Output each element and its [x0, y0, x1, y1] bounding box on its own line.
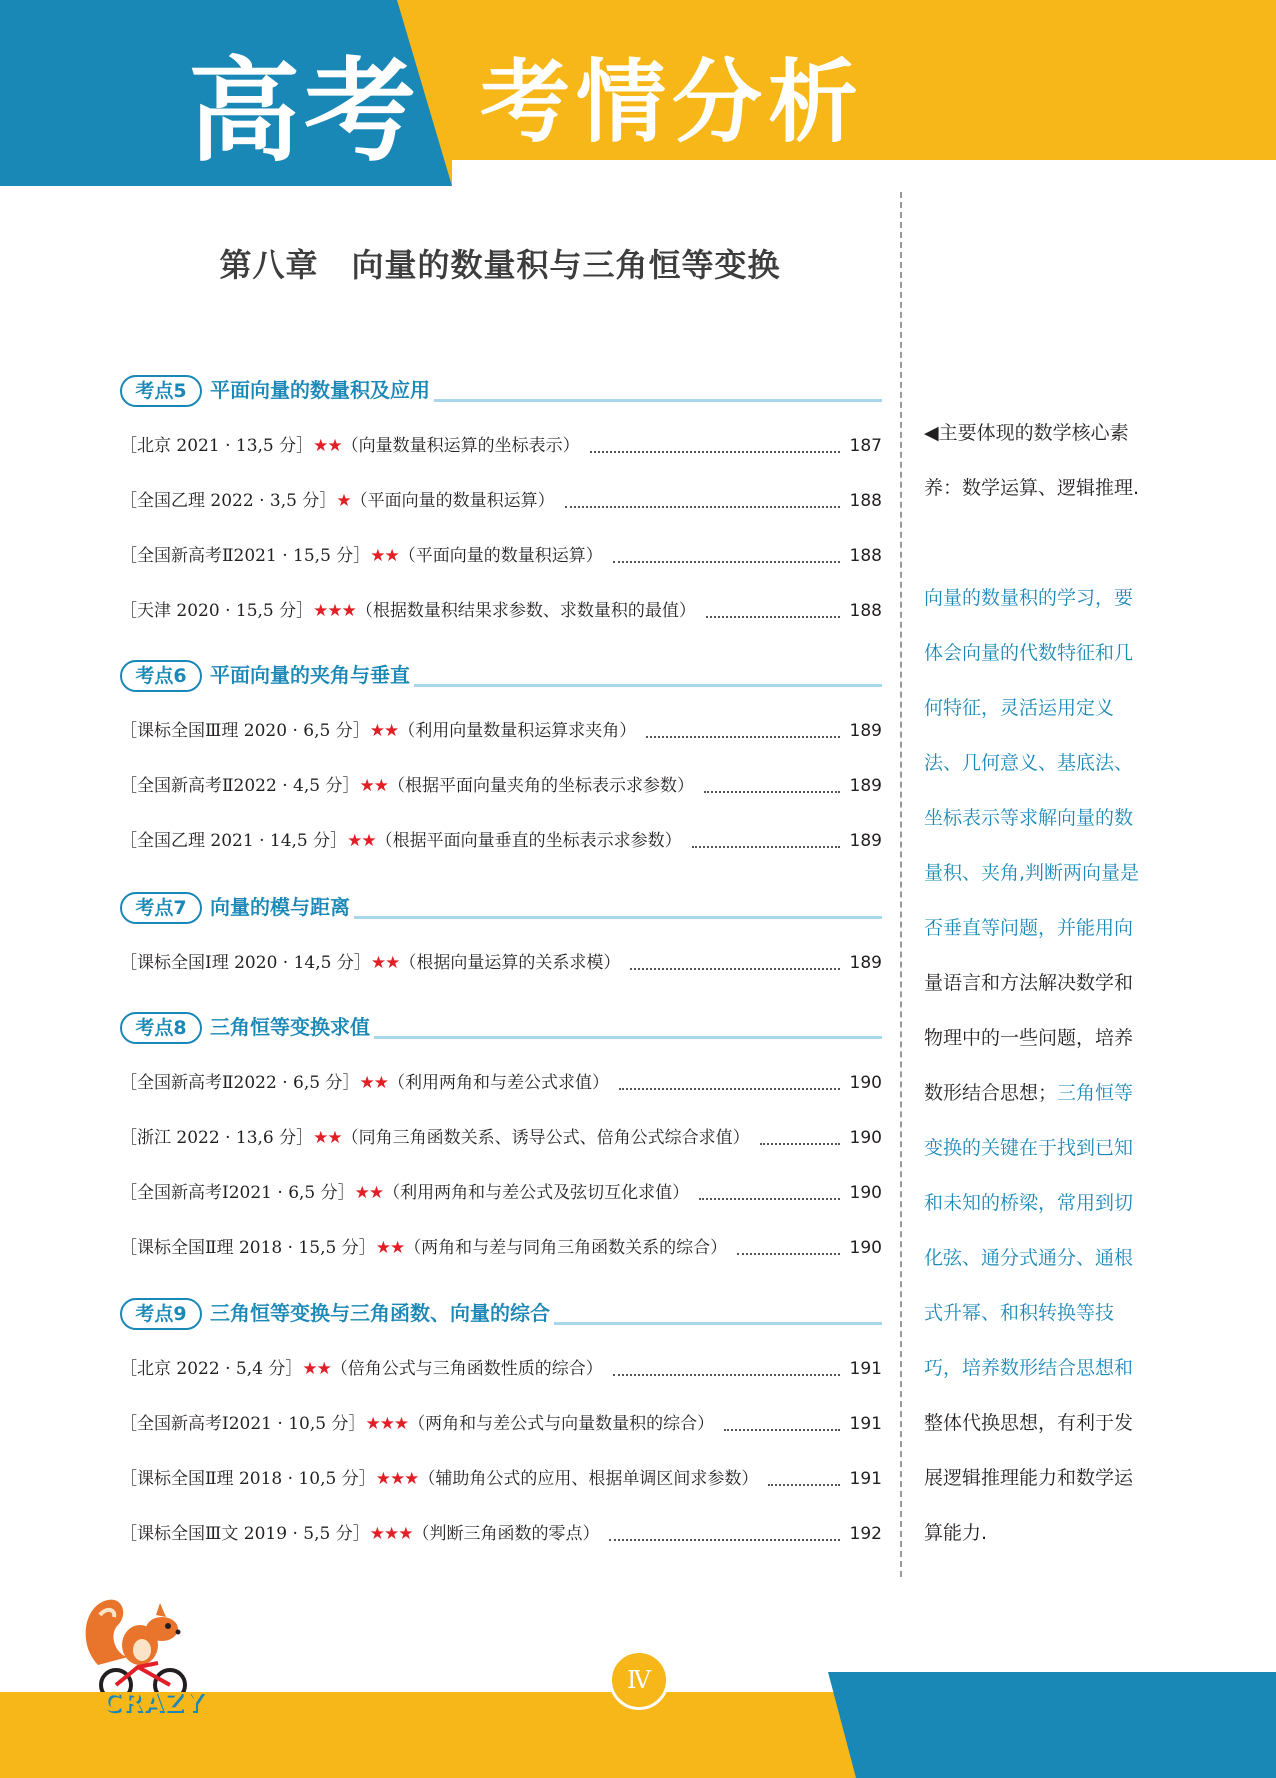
leader-dots — [630, 968, 840, 970]
entry-lead — [120, 1414, 714, 1434]
toc-entry[interactable] — [120, 541, 882, 571]
analysis-line — [924, 1066, 1154, 1121]
entry-topic: （倍角公式与三角函数性质的综合） — [330, 1359, 603, 1379]
entry-topic: （向量数量积运算的坐标表示） — [341, 436, 580, 456]
analysis-line: 式升幂、和积转换等技 — [924, 1302, 1115, 1324]
entry-lead — [120, 601, 696, 621]
difficulty-stars-icon: ★★★ — [369, 1524, 413, 1544]
entry-topic: （同角三角函数关系、诱导公式、倍角公式综合求值） — [341, 1128, 750, 1148]
entry-topic: （判断三角函数的零点） — [412, 1524, 600, 1544]
analysis-line: 法、几何意义、基底法、 — [924, 752, 1134, 774]
leader-dots — [619, 1088, 840, 1090]
toc-entry[interactable] — [120, 1354, 882, 1384]
entry-lead — [120, 1238, 727, 1258]
section-header — [120, 375, 882, 405]
analysis-segment: 三角恒等 — [1057, 1082, 1134, 1104]
header-banner — [0, 0, 1276, 186]
entry-topic: （根据平面向量夹角的坐标表示求参数） — [387, 776, 694, 796]
entry-source: ［全国新高考Ⅱ2022 · 4,5 分］ — [120, 776, 360, 796]
entry-page: 189 — [849, 776, 882, 796]
leader-dots — [590, 451, 840, 453]
entry-source: ［北京 2021 · 13,5 分］ — [120, 436, 314, 456]
page-number: Ⅳ — [609, 1650, 669, 1710]
entry-page: 190 — [849, 1073, 882, 1093]
literacy-line-1: ◀主要体现的数学核心素 — [924, 422, 1129, 444]
toc-entry[interactable] — [120, 1068, 882, 1098]
analysis-line: 物理中的一些问题，培养 — [924, 1027, 1134, 1049]
chapter-title: 第八章 向量的数量积与三角恒等变换 — [219, 246, 781, 284]
entry-lead — [120, 1128, 750, 1148]
entry-lead — [120, 776, 694, 796]
difficulty-stars-icon: ★★ — [375, 1238, 405, 1258]
entry-page: 192 — [849, 1524, 882, 1544]
toc-entry[interactable] — [120, 948, 882, 978]
mascot-label: CRAZY — [102, 1688, 204, 1718]
entry-lead — [120, 1524, 599, 1544]
entry-source: ［全国新高考Ⅰ2021 · 6,5 分］ — [120, 1183, 355, 1203]
entry-page: 188 — [849, 546, 882, 566]
entry-topic: （根据向量运算的关系求模） — [399, 953, 621, 973]
difficulty-stars-icon: ★★ — [370, 546, 399, 566]
literacy-note — [924, 406, 1154, 516]
difficulty-stars-icon: ★★ — [354, 1183, 384, 1203]
entry-lead — [120, 721, 636, 741]
entry-topic: （平面向量的数量积运算） — [350, 491, 555, 511]
leader-dots — [565, 506, 840, 508]
leader-dots — [760, 1143, 840, 1145]
section-title: 平面向量的数量积及应用 — [210, 375, 434, 405]
section-header — [120, 1012, 882, 1042]
analysis-line: 展逻辑推理能力和数学运 — [924, 1467, 1134, 1489]
header-title-left: 高考 — [188, 47, 420, 177]
leader-dots — [724, 1429, 840, 1431]
entry-page: 188 — [849, 491, 882, 511]
entry-topic: （根据平面向量垂直的坐标表示求参数） — [375, 831, 682, 851]
section-title: 三角恒等变换与三角函数、向量的综合 — [210, 1298, 554, 1328]
entry-lead — [120, 546, 603, 566]
entry-page: 189 — [849, 831, 882, 851]
entry-lead — [120, 953, 620, 973]
difficulty-stars-icon: ★ — [336, 491, 351, 511]
toc-entry[interactable] — [120, 1233, 882, 1263]
literacy-line-2: 养：数学运算、逻辑推理. — [924, 477, 1140, 499]
leader-dots — [737, 1253, 840, 1255]
entry-lead — [120, 1183, 689, 1203]
difficulty-stars-icon: ★★★ — [365, 1414, 409, 1434]
difficulty-stars-icon: ★★ — [313, 436, 342, 456]
entry-lead — [120, 831, 682, 851]
toc-entry[interactable] — [120, 486, 882, 516]
toc-entry[interactable] — [120, 431, 882, 461]
entry-source: ［全国新高考Ⅰ2021 · 10,5 分］ — [120, 1414, 366, 1434]
section-badge: 考点9 — [120, 1298, 202, 1330]
entry-page: 190 — [849, 1183, 882, 1203]
entry-lead — [120, 491, 555, 511]
entry-source: ［北京 2022 · 5,4 分］ — [120, 1359, 303, 1379]
section-badge: 考点5 — [120, 375, 202, 407]
leader-dots — [704, 791, 840, 793]
analysis-note — [924, 571, 1154, 1561]
entry-source: ［全国乙理 2021 · 14,5 分］ — [120, 831, 348, 851]
leader-dots — [613, 561, 840, 563]
analysis-line: 巧，培养数形结合思想和 — [924, 1357, 1134, 1379]
leader-dots — [613, 1374, 840, 1376]
toc-entry[interactable] — [120, 1178, 882, 1208]
entry-topic: （利用两角和与差公式求值） — [387, 1073, 609, 1093]
toc-entry[interactable] — [120, 1464, 882, 1494]
section-header — [120, 892, 882, 922]
difficulty-stars-icon: ★★ — [359, 1073, 388, 1093]
difficulty-stars-icon: ★★ — [359, 776, 388, 796]
entry-page: 190 — [849, 1238, 882, 1258]
entry-source: ［课标全国Ⅲ理 2020 · 6,5 分］ — [120, 721, 370, 741]
entry-source: ［全国乙理 2022 · 3,5 分］ — [120, 491, 337, 511]
analysis-line: 坐标表示等求解向量的数 — [924, 807, 1134, 829]
entry-page: 191 — [849, 1414, 882, 1434]
toc-entry[interactable] — [120, 826, 882, 856]
entry-lead — [120, 1073, 609, 1093]
toc-entry[interactable] — [120, 596, 882, 626]
entry-source: ［浙江 2022 · 13,6 分］ — [120, 1128, 314, 1148]
entry-page: 188 — [849, 601, 882, 621]
difficulty-stars-icon: ★★ — [347, 831, 376, 851]
entry-topic: （两角和与差与同角三角函数关系的综合） — [404, 1238, 728, 1258]
entry-page: 191 — [849, 1469, 882, 1489]
section-badge: 考点6 — [120, 660, 202, 692]
section-header — [120, 1298, 882, 1328]
leader-dots — [692, 846, 840, 848]
difficulty-stars-icon: ★★ — [370, 953, 400, 973]
difficulty-stars-icon: ★★ — [302, 1359, 331, 1379]
difficulty-stars-icon: ★★ — [313, 1128, 342, 1148]
section-title: 三角恒等变换求值 — [210, 1012, 374, 1042]
section-title: 向量的模与距离 — [210, 892, 354, 922]
entry-source: ［课标全国Ⅲ文 2019 · 5,5 分］ — [120, 1524, 370, 1544]
entry-topic: （根据数量积结果求参数、求数量积的最值） — [355, 601, 696, 621]
entry-page: 189 — [849, 953, 882, 973]
leader-dots — [609, 1539, 840, 1541]
entry-lead — [120, 1359, 603, 1379]
toc-entry[interactable] — [120, 1409, 882, 1439]
entry-topic: （辅助角公式的应用、根据单调区间求参数） — [418, 1469, 759, 1489]
difficulty-stars-icon: ★★★ — [313, 601, 356, 621]
analysis-line: 化弦、通分式通分、通根 — [924, 1247, 1134, 1269]
section-badge: 考点7 — [120, 892, 202, 924]
leader-dots — [699, 1198, 840, 1200]
section-badge: 考点8 — [120, 1012, 202, 1044]
section-title: 平面向量的夹角与垂直 — [210, 660, 414, 690]
analysis-segment: 数形结合思想； — [924, 1082, 1058, 1104]
entry-lead — [120, 436, 580, 456]
entry-source: ［天津 2020 · 15,5 分］ — [120, 601, 314, 621]
difficulty-stars-icon: ★★ — [369, 721, 399, 741]
entry-source: ［全国新高考Ⅱ2021 · 15,5 分］ — [120, 546, 371, 566]
entry-source: ［课标全国Ⅱ理 2018 · 10,5 分］ — [120, 1469, 376, 1489]
entry-page: 190 — [849, 1128, 882, 1148]
analysis-line: 算能力. — [924, 1522, 988, 1544]
analysis-line: 变换的关键在于找到已知 — [924, 1137, 1134, 1159]
analysis-line: 量积、夹角,判断两向量是 — [924, 862, 1140, 884]
entry-source: ［课标全国Ⅰ理 2020 · 14,5 分］ — [120, 953, 371, 973]
leader-dots — [646, 736, 840, 738]
entry-page: 187 — [849, 436, 882, 456]
entry-topic: （利用两角和与差公式及弦切互化求值） — [383, 1183, 690, 1203]
toc-entry[interactable] — [120, 771, 882, 801]
entry-source: ［全国新高考Ⅱ2022 · 6,5 分］ — [120, 1073, 360, 1093]
analysis-line: 何特征，灵活运用定义 — [924, 697, 1115, 719]
entry-page: 189 — [849, 721, 882, 741]
analysis-line: 和未知的桥梁，常用到切 — [924, 1192, 1134, 1214]
entry-page: 191 — [849, 1359, 882, 1379]
entry-lead — [120, 1469, 758, 1489]
column-divider — [900, 192, 902, 1577]
entry-topic: （平面向量的数量积运算） — [398, 546, 603, 566]
leader-dots — [706, 616, 840, 618]
toc-entry[interactable] — [120, 1519, 882, 1549]
analysis-line: 整体代换思想，有利于发 — [924, 1412, 1134, 1434]
analysis-line: 向量的数量积的学习，要 — [924, 587, 1134, 609]
entry-topic: （两角和与差公式与向量数量积的综合） — [408, 1414, 715, 1434]
toc-entry[interactable] — [120, 1123, 882, 1153]
difficulty-stars-icon: ★★★ — [375, 1469, 419, 1489]
analysis-line: 体会向量的代数特征和几 — [924, 642, 1134, 664]
entry-topic: （利用向量数量积运算求夹角） — [398, 721, 637, 741]
entry-source: ［课标全国Ⅱ理 2018 · 15,5 分］ — [120, 1238, 376, 1258]
section-header — [120, 660, 882, 690]
analysis-line: 否垂直等问题，并能用向 — [924, 917, 1134, 939]
analysis-line: 量语言和方法解决数学和 — [924, 972, 1134, 994]
leader-dots — [768, 1484, 840, 1486]
toc-entry[interactable] — [120, 716, 882, 746]
header-title-right: 考情分析 — [480, 50, 864, 155]
